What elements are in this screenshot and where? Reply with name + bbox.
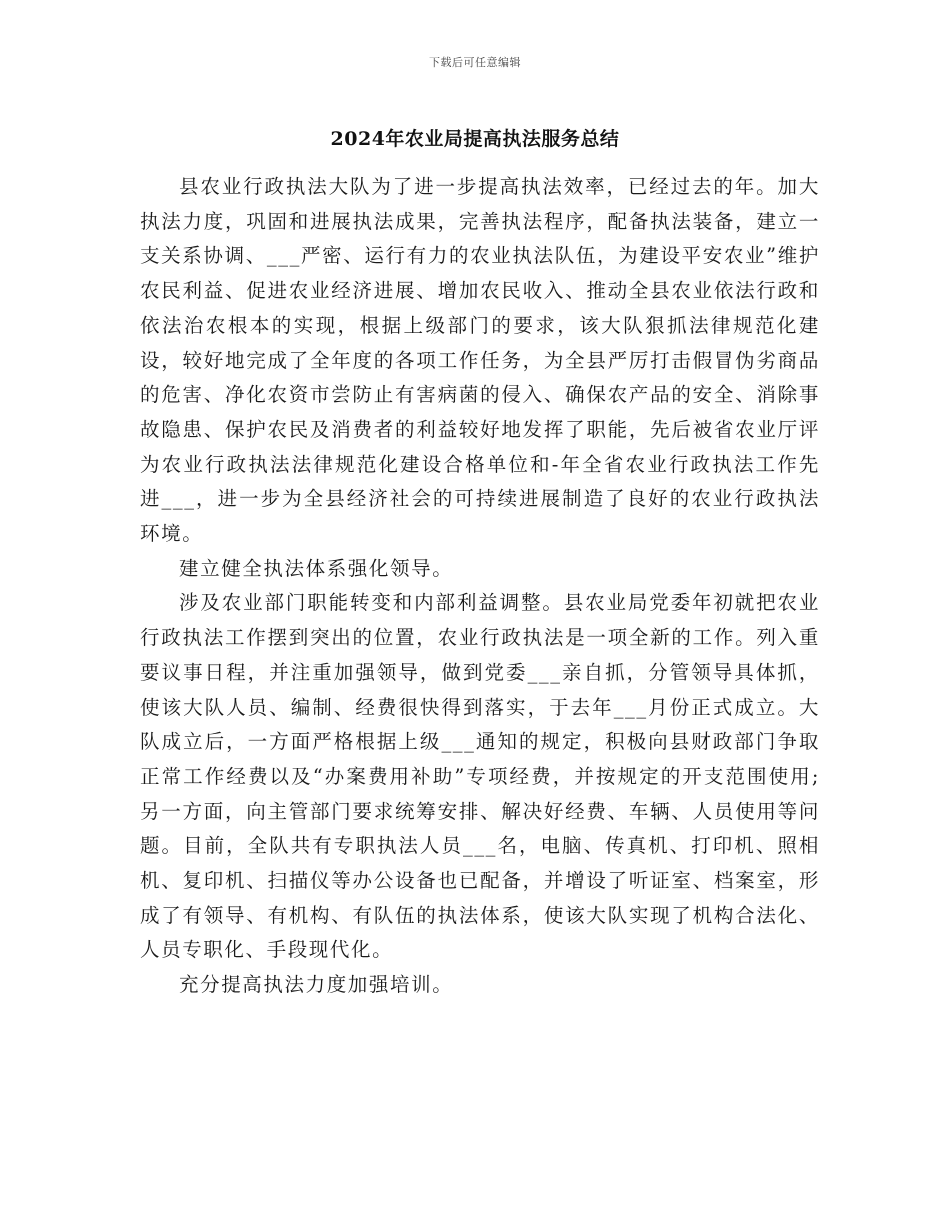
document-title: 2024年农业局提高执法服务总结 (330, 128, 620, 150)
body-paragraph-intro: 县农业行政执法大队为了进一步提高执法效率，已经过去的年。加大执法力度，巩固和进展执法成果，完善执法程序，配备执法装备，建立一支关系协调、___严密、运行有力的农业执法队伍，为建设平安农业”维护农民利益、促进农业经济进展、增加农民收入、推动全县农业依法行政和依法治农根本的实现，根据上级部门的要求，该大队狠抓法律规范化建设，较好地完成了全年度的各项工作任务，为全县严厉打击假冒伪劣商品的危害、净化农资市尝防止有害病菌的侵入、确保农产品的安全、消除事故隐患、保护农民及消费者的利益较好地发挥了职能，先后被省农业厅评为农业行政执法法律规范化建设合格单位和-年全省农业行政执法工作先进___，进一步为全县经济社会的可持续进展制造了良好的农业行政执法环境。 (140, 175, 820, 546)
section-heading-training: 充分提高执法力度加强培训。 (179, 973, 454, 997)
section-heading-leadership: 建立健全执法体系强化领导。 (179, 556, 454, 580)
body-paragraph-leadership: 涉及农业部门职能转变和内部利益调整。县农业局党委年初就把农业行政执法工作摆到突出的位置，农业行政执法是一项全新的工作。列入重要议事日程，并注重加强领导，做到党委___亲自抓，分管领导具体抓，使该大队人员、编制、经费很快得到落实，于去年___月份正式成立。大队成立后，一方面严格根据上级___通知的规定，积极向县财政部门争取正常工作经费以及“办案费用补助”专项经费，并按规定的开支范围使用;另一方面，向主管部门要求统筹安排、解决好经费、车辆、人员使用等问题。目前，全队共有专职执法人员___名，电脑、传真机、打印机、照相机、复印机、扫描仪等办公设备也已配备，并增设了听证室、档案室，形成了有领导、有机构、有队伍的执法体系，使该大队实现了机构合法化、人员专职化、手段现代化。 (140, 591, 820, 962)
header-note: 下载后可任意编辑 (429, 56, 521, 69)
document-body (140, 170, 820, 1003)
